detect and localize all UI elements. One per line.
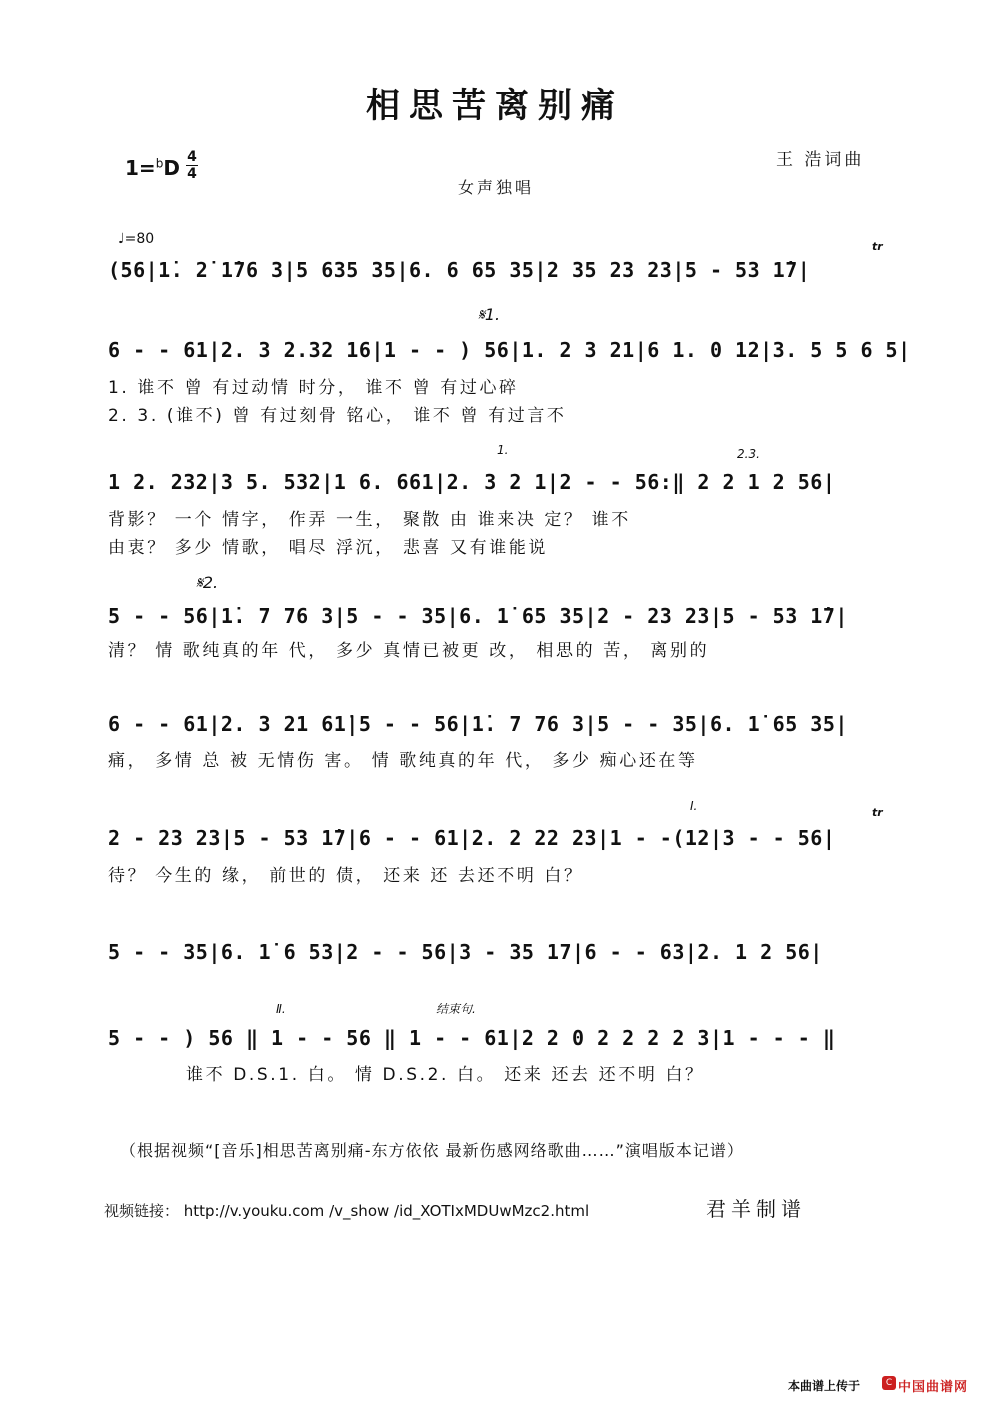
time-bottom: 4 (187, 166, 197, 182)
lyric-row-4: 清？ 情 歌纯真的年 代， 多少 真情已被更 改， 相思的 苦， 离别的 (108, 641, 710, 661)
ending-II-mark: Ⅱ. (276, 1002, 286, 1016)
score-row-1: (56|1̇. 2̇ 1̇76 3|5 635 35|6. 6 65 35|2 35 23 23|5 - 53 1̇7| (108, 258, 811, 282)
source-note: （根据视频“[音乐]相思苦离别痛-东方依依 最新伤感网络歌曲……”演唱版本记谱） (120, 1141, 744, 1160)
ending-I-mark: Ⅰ. (690, 799, 698, 813)
page-title: 相思苦离别痛 (366, 86, 624, 126)
flat-sign: b (155, 156, 164, 171)
trill-mark-2: tr (872, 806, 883, 819)
key-prefix: 1= (125, 156, 156, 180)
final-ending-mark: 结束句. (436, 1002, 476, 1016)
tempo-mark: ♩=80 (118, 231, 155, 247)
site-logo-icon: C (882, 1376, 896, 1390)
upload-footer: 本曲谱上传于 (788, 1379, 861, 1393)
transcriber-signature: 君羊制谱 (706, 1197, 806, 1221)
ending-1-mark: 1. (497, 443, 509, 457)
lyric-row-3-verse-2: 由衷？ 多少 情歌， 唱尽 浮沉， 悲喜 又有谁能说 (108, 538, 549, 558)
key-signature (125, 156, 180, 180)
trill-mark: tr (872, 240, 883, 253)
lyric-row-6: 待？ 今生的 缘， 前世的 债， 还来 还 去还不明 白？ (108, 866, 584, 886)
composer-credit: 王 浩词曲 (776, 150, 865, 170)
lyric-row-3-verse-1: 背影？ 一个 情字， 作弄 一生， 聚散 由 谁来决 定？ 谁不 (108, 510, 631, 530)
segno-2: 𝄋2. (196, 573, 219, 592)
score-row-8: 5 - - ) 56 ‖ 1 - - 56 ‖ 1 - - 61|2 2 0 2 2 2 2 3|1 - - - ‖ (108, 1026, 836, 1050)
score-row-2: 6 - - 61|2. 3 2.32 16|1 - - ) 56|1. 2 3 21|6 1. 0 12|3. 5 5 6 5| (108, 338, 911, 362)
score-row-7: 5 - - 35|6. 1̇ 6 53|2 - - 56|3 - 35 17|6 - - 63|2. 1 2 56| (108, 940, 823, 964)
performance-type: 女声独唱 (458, 178, 535, 197)
lyric-row-2-verse-2: 2. 3. (谁不) 曾 有过刻骨 铭心， 谁不 曾 有过言不 (108, 406, 567, 426)
lyric-row-5: 痛， 多情 总 被 无情伤 害。 情 歌纯真的年 代， 多少 痴心还在等 (108, 751, 698, 771)
score-row-5: 6 - - 61|2. 3 21 61̇|5 - - 56|1̇. 7 76 3|5 - - 35|6. 1̇ 65 35| (108, 712, 848, 736)
score-row-4: 5 - - 56|1̇. 7 76 3|5 - - 35|6. 1̇ 65 35|2 - 23 23|5 - 53 1̇7| (108, 604, 848, 628)
lyric-row-8: 谁不 D.S.1. 白。 情 D.S.2. 白。 还来 还去 还不明 白？ (186, 1065, 705, 1085)
video-link[interactable]: 视频链接： http://v.youku.com /v_show /id_XOTIxMDUwMzc2.html (104, 1202, 590, 1220)
score-row-6: 2 - 23 23|5 - 53 1̇7|6 - - 61|2. 2 22 23|1 - -(12|3 - - 56| (108, 826, 836, 850)
site-logo-text[interactable]: 中国曲谱网 (898, 1380, 969, 1395)
lyric-row-2-verse-1: 1. 谁不 曾 有过动情 时分， 谁不 曾 有过心碎 (108, 378, 519, 398)
time-signature (186, 150, 198, 181)
segno-1: 𝄋1. (478, 305, 501, 324)
key-note: D (163, 156, 180, 180)
time-top: 4 (187, 149, 197, 165)
ending-23-mark: 2.3. (737, 447, 760, 461)
score-row-3: 1 2. 232|3 5. 532|1 6. 661|2. 3 2 1|2 - - 56:‖ 2 2 1 2 56| (108, 470, 836, 494)
